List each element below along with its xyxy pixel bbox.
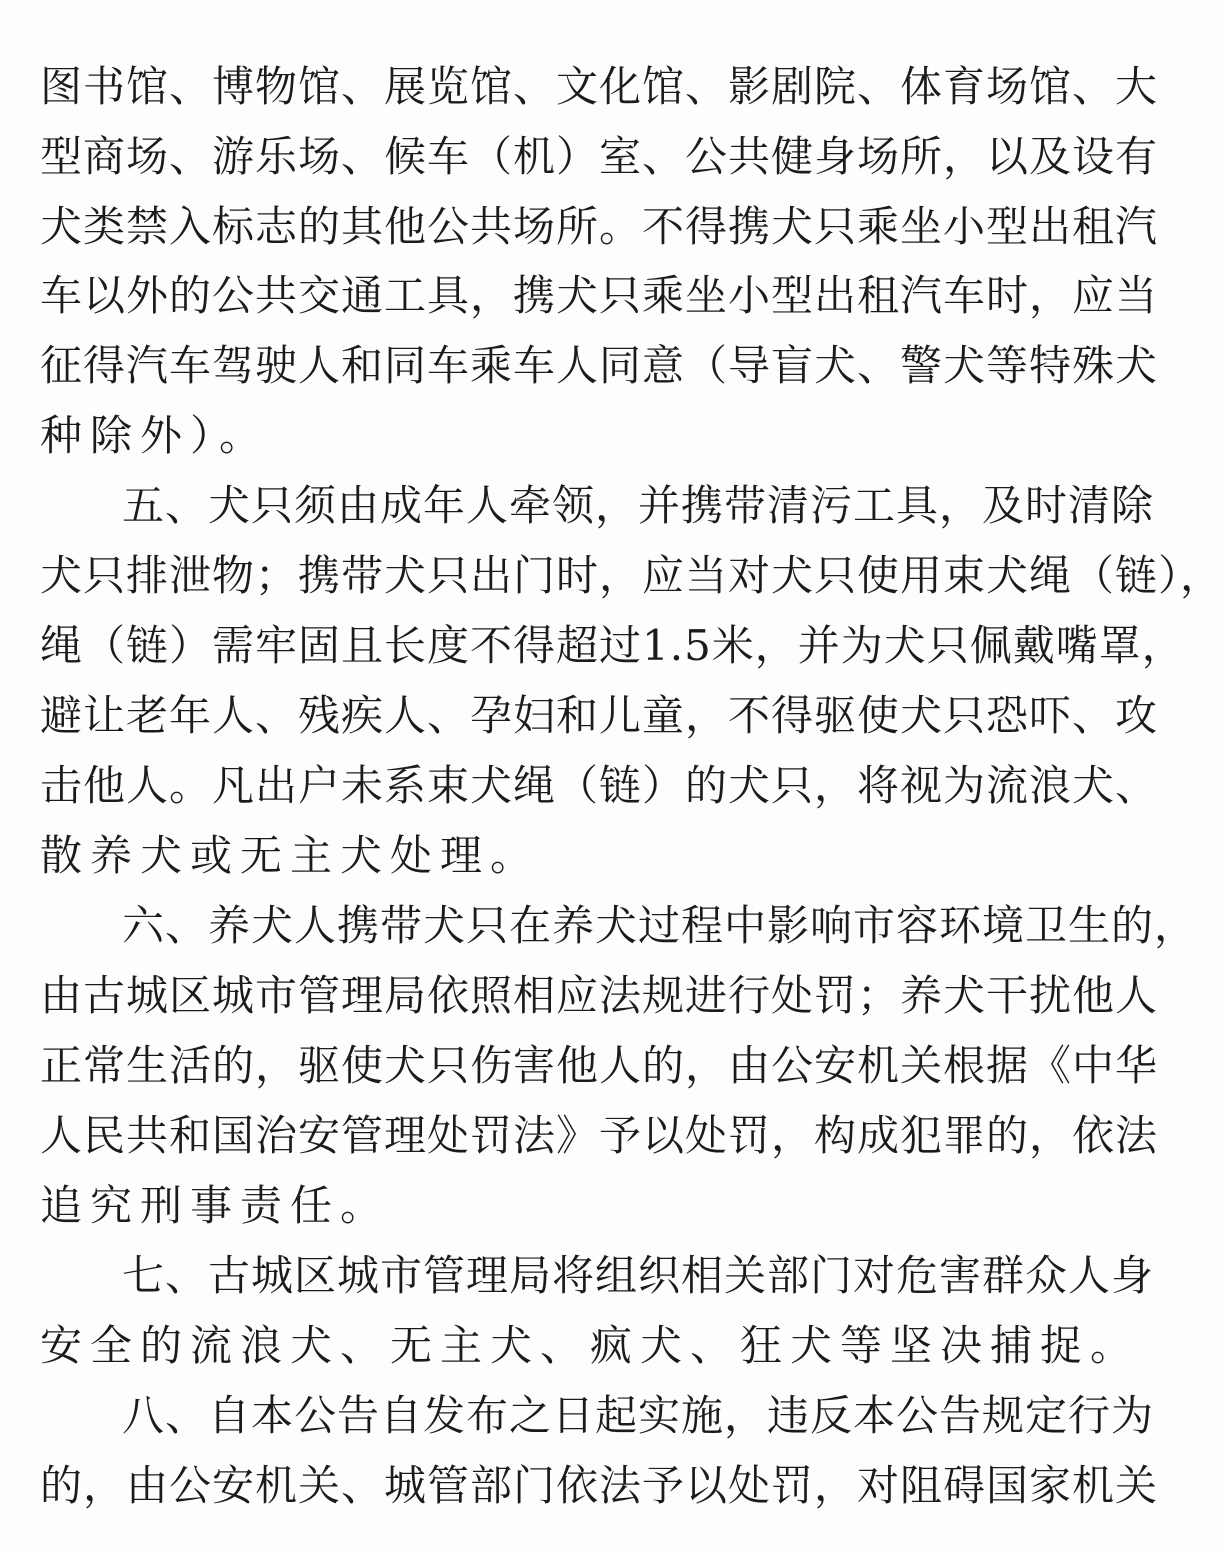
paragraph-six-first-line: 六、养犬人携带犬只在养犬过程中影响市容环境卫生的， xyxy=(122,901,1198,950)
text-line: 图书馆、博物馆、展览馆、文化馆、影剧院、体育场馆、大 xyxy=(40,62,1159,111)
text-line: 型商场、游乐场、候车（机）室、公共健身场所，以及设有 xyxy=(40,132,1159,181)
text-line: 安全的流浪犬、无主犬、疯犬、狂犬等坚决捕捉。 xyxy=(40,1321,1141,1370)
text-line: 绳（链）需牢固且长度不得超过1.5米，并为犬只佩戴嘴罩， xyxy=(40,621,1185,670)
paragraph-seven-first-line: 七、古城区城市管理局将组织相关部门对危害群众人身 xyxy=(122,1251,1155,1300)
text-line: 犬只排泄物；携带犬只出门时，应当对犬只使用束犬绳（链）， xyxy=(40,551,1223,600)
text-line: 追究刑事责任。 xyxy=(40,1181,391,1230)
text-line: 正常生活的，驱使犬只伤害他人的，由公安机关根据《中华 xyxy=(40,1041,1159,1090)
text-line: 的，由公安机关、城管部门依法予以处罚，对阻碍国家机关 xyxy=(40,1461,1159,1510)
paragraph-five-first-line: 五、犬只须由成年人牵领，并携带清污工具，及时清除 xyxy=(122,481,1155,530)
text-line: 散养犬或无主犬处理。 xyxy=(40,831,541,880)
text-line: 征得汽车驾驶人和同车乘车人同意（导盲犬、警犬等特殊犬 xyxy=(40,341,1159,390)
text-line: 击他人。凡出户未系束犬绳（链）的犬只，将视为流浪犬、 xyxy=(40,761,1159,810)
text-line: 种除外）。 xyxy=(40,411,270,460)
paragraph-eight-first-line: 八、自本公告自发布之日起实施，违反本公告规定行为 xyxy=(122,1391,1155,1440)
text-line: 车以外的公共交通工具，携犬只乘坐小型出租汽车时，应当 xyxy=(40,271,1159,320)
text-line: 由古城区城市管理局依照相应法规进行处罚；养犬干扰他人 xyxy=(40,971,1159,1020)
text-line: 人民共和国治安管理处罚法》予以处罚，构成犯罪的，依法 xyxy=(40,1111,1159,1160)
text-line: 避让老年人、残疾人、孕妇和儿童，不得驱使犬只恐吓、攻 xyxy=(40,691,1159,740)
text-line: 犬类禁入标志的其他公共场所。不得携犬只乘坐小型出租汽 xyxy=(40,202,1159,251)
